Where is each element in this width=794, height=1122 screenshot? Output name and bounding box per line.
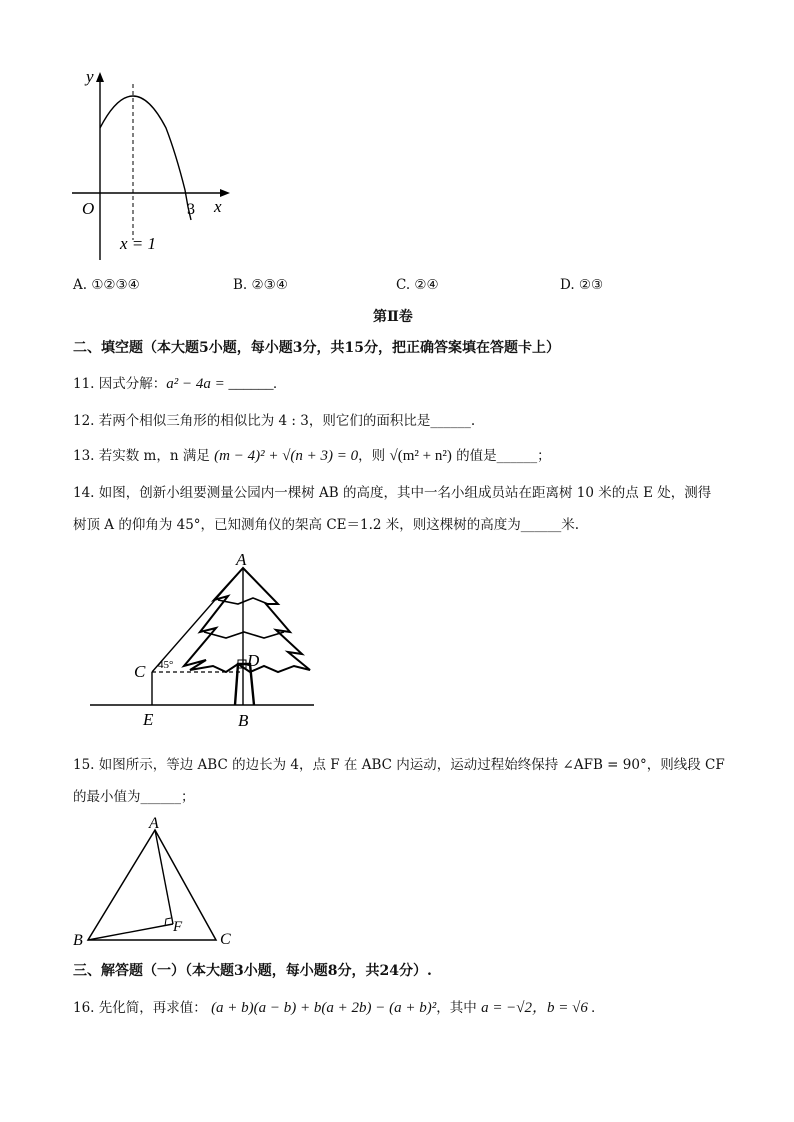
fig15-label-a: A [149, 815, 159, 832]
q13-post: 的值是______； [456, 448, 551, 464]
question-16 [73, 999, 595, 1017]
fig14-label-b: B [238, 711, 249, 730]
question-14-line2: 树顶 A 的仰角为 45°，已知测角仪的架高 CE＝1.2 米，则这棵树的高度为______米. [73, 517, 580, 533]
q13-mid: ，则 [358, 448, 386, 464]
fig14-angle-label: 45° [158, 659, 174, 671]
question-12: 12. 若两个相似三角形的相似比为 4 : 3，则它们的面积比是______. [73, 413, 476, 429]
q16-expr: (a + b)(a − b) + b(a + 2b) − (a + b)² [211, 1000, 437, 1016]
fig14-label-d: D [247, 651, 260, 670]
fig14-label-c: C [134, 662, 146, 681]
solve-section-header: 三、解答题（一）（本大题3小题，每小题8分，共24分）. [73, 963, 432, 979]
fig15-label-b: B [73, 932, 83, 949]
q13-expr2: √(m² + n²) [389, 448, 452, 464]
question-14-line1: 14. 如图，创新小组要测量公园内一棵树 AB 的高度，其中一名小组成员站在距离树 10 米的点 E 处，测得 [73, 485, 712, 501]
triangle-figure [70, 814, 240, 954]
q16-pre: 16. 先化简，再求值： [73, 1000, 207, 1016]
graph-axis-label: x = 1 [120, 234, 157, 253]
q11-expr: a² − 4a = ______. [166, 376, 278, 392]
option-b: B. ②③④ [233, 277, 288, 293]
fig14-label-a: A [236, 552, 247, 569]
tree-figure [88, 552, 328, 732]
option-a: A. ①②③④ [73, 277, 140, 293]
q13-expr1: (m − 4)² + √(n + 3) = 0 [214, 448, 359, 464]
option-d: D. ②③ [560, 277, 604, 293]
q11-text: 11. 因式分解： [73, 376, 167, 392]
q16-cond: a = −√2，b = √6 . [481, 1000, 596, 1016]
graph-y-label: y [86, 67, 94, 86]
q16-mid: ，其中 [436, 1000, 477, 1016]
graph-x-label: x [214, 197, 222, 216]
question-13 [73, 447, 551, 465]
section-title: 第Ⅱ卷 [373, 309, 413, 325]
q13-pre: 13. 若实数 m，n 满足 [73, 448, 210, 464]
question-15-line1: 15. 如图所示，等边 ABC 的边长为 4，点 F 在 ABC 内运动，运动过程始终保持 ∠AFB = 90°，则线段 CF [73, 757, 725, 773]
fig15-label-c: C [220, 931, 231, 948]
graph-origin-label: O [82, 199, 95, 218]
question-15-line2: 的最小值为______； [73, 789, 195, 805]
parabola-graph [60, 62, 240, 262]
question-11 [73, 375, 277, 393]
fig14-label-e: E [143, 710, 154, 729]
option-c: C. ②④ [396, 277, 439, 293]
fig15-label-f: F [173, 919, 183, 935]
graph-root-label: 3 [187, 201, 195, 218]
fill-section-header: 二、填空题（本大题5小题，每小题3分，共15分，把正确答案填在答题卡上） [73, 340, 560, 356]
